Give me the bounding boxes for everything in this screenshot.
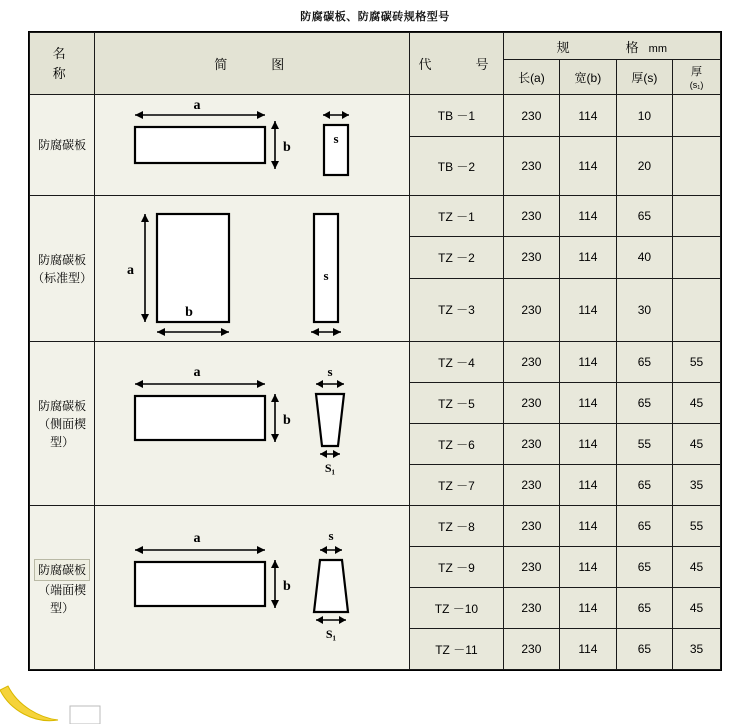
row-thickness: 30 [616, 278, 672, 341]
row-code: TB －2 [410, 137, 503, 196]
header-diagram [95, 33, 410, 95]
figure-wedge-side [95, 342, 410, 506]
row-length: 230 [503, 465, 559, 506]
row-thickness1 [673, 237, 721, 278]
row-width: 114 [560, 383, 616, 424]
row-length: 230 [503, 237, 559, 278]
row-thickness1: 55 [673, 342, 721, 383]
row-width: 114 [560, 588, 616, 629]
plate-flat-diagram [117, 95, 387, 195]
row-width: 114 [560, 629, 616, 670]
header-unit-label: mm [648, 42, 667, 55]
svg-text:b: b [283, 578, 291, 594]
header-code-label: 代 号 [418, 57, 495, 72]
figure-plate-flat [95, 95, 410, 196]
header-spec-group [503, 33, 720, 60]
row-width: 114 [560, 196, 616, 237]
row-thickness: 10 [616, 95, 672, 137]
row-code: TZ －4 [410, 342, 503, 383]
group-name-2-line2: （侧面楔型） [38, 416, 87, 449]
row-width: 114 [560, 137, 616, 196]
row-thickness1 [673, 278, 721, 341]
row-length: 230 [503, 629, 559, 670]
row-width: 114 [560, 506, 616, 547]
table-row [30, 506, 721, 547]
group-name-3-line1 [30, 559, 94, 581]
row-length: 230 [503, 547, 559, 588]
group-name-3 [30, 506, 95, 670]
spec-table [29, 32, 721, 670]
row-thickness1 [673, 196, 721, 237]
row-width: 114 [560, 424, 616, 465]
header-code [410, 33, 503, 95]
row-thickness1: 45 [673, 383, 721, 424]
svg-text:b: b [283, 140, 291, 155]
svg-text:b: b [185, 305, 194, 320]
row-thickness1: 45 [673, 547, 721, 588]
figure-plate-vertical [95, 196, 410, 342]
table-header-row-1 [30, 33, 721, 60]
row-thickness1: 35 [673, 465, 721, 506]
svg-text:S₁: S₁ [325, 460, 336, 475]
row-thickness1: 55 [673, 506, 721, 547]
svg-text:a: a [193, 530, 201, 546]
row-thickness: 65 [616, 588, 672, 629]
row-thickness: 55 [616, 424, 672, 465]
svg-text:a: a [127, 263, 135, 278]
row-code: TZ －9 [410, 547, 503, 588]
row-thickness: 65 [616, 465, 672, 506]
row-code: TZ －2 [410, 237, 503, 278]
row-length: 230 [503, 506, 559, 547]
row-thickness: 65 [616, 196, 672, 237]
group-name-3-line2: （端面楔型） [38, 582, 87, 615]
row-code: TZ －7 [410, 465, 503, 506]
row-width: 114 [560, 237, 616, 278]
figure-wedge-end [95, 506, 410, 670]
row-thickness: 40 [616, 237, 672, 278]
row-width: 114 [560, 342, 616, 383]
row-thickness1 [673, 95, 721, 137]
header-name-label: 名 称 [52, 46, 110, 81]
svg-text:S₁: S₁ [326, 626, 337, 641]
group-name-2-line1: 防腐碳板 [38, 398, 87, 413]
row-thickness1 [673, 137, 721, 196]
header-col-thickness: 厚(s) [616, 60, 672, 95]
row-thickness: 65 [616, 383, 672, 424]
plate-vertical-diagram [117, 196, 387, 341]
header-spec-label: 规 格 [556, 39, 649, 55]
decorative-banana-icon [0, 684, 120, 724]
table-row [30, 95, 721, 137]
row-width: 114 [560, 278, 616, 341]
row-thickness1: 45 [673, 588, 721, 629]
row-code: TZ －10 [410, 588, 503, 629]
svg-text:b: b [283, 412, 291, 428]
row-thickness: 65 [616, 506, 672, 547]
row-length: 230 [503, 196, 559, 237]
wedge-side-diagram [117, 354, 387, 494]
group-name-0-line1: 防腐碳板 [38, 138, 87, 152]
row-length: 230 [503, 278, 559, 341]
row-thickness: 65 [616, 547, 672, 588]
row-width: 114 [560, 95, 616, 137]
group-name-1 [30, 196, 95, 342]
group-name-2 [30, 342, 95, 506]
table-row [30, 342, 721, 383]
row-thickness1: 35 [673, 629, 721, 670]
group-name-3-highlight: 防腐碳板 [34, 559, 90, 581]
svg-text:s: s [333, 131, 339, 146]
group-name-1-line1: 防腐碳板 [38, 252, 87, 267]
row-length: 230 [503, 137, 559, 196]
group-name-0 [30, 95, 95, 196]
row-length: 230 [503, 588, 559, 629]
row-thickness: 20 [616, 137, 672, 196]
row-code: TZ －3 [410, 278, 503, 341]
row-code: TB －1 [410, 95, 503, 137]
svg-text:s: s [323, 268, 329, 283]
header-col-length: 长(a) [503, 60, 559, 95]
row-code: TZ －6 [410, 424, 503, 465]
row-code: TZ －5 [410, 383, 503, 424]
wedge-end-diagram [117, 518, 387, 658]
row-length: 230 [503, 95, 559, 137]
row-width: 114 [560, 547, 616, 588]
table-row [30, 196, 721, 237]
row-width: 114 [560, 465, 616, 506]
header-name [30, 33, 110, 95]
header-col-width: 宽(b) [560, 60, 616, 95]
svg-text:a: a [193, 98, 201, 113]
row-thickness: 65 [616, 342, 672, 383]
row-code: TZ －8 [410, 506, 503, 547]
row-length: 230 [503, 383, 559, 424]
row-length: 230 [503, 342, 559, 383]
row-code: TZ －1 [410, 196, 503, 237]
row-length: 230 [503, 424, 559, 465]
svg-text:s: s [327, 363, 333, 379]
page-title: 防腐碳板、防腐碳砖规格型号 [300, 11, 450, 23]
row-code: TZ －11 [410, 629, 503, 670]
row-thickness1: 45 [673, 424, 721, 465]
svg-text:s: s [328, 527, 334, 543]
spec-table-wrapper [28, 31, 722, 671]
row-thickness: 65 [616, 629, 672, 670]
svg-text:a: a [193, 364, 201, 380]
group-name-1-line2: （标准型） [32, 270, 93, 285]
header-col-thickness1: 厚 (s₁) [673, 60, 721, 95]
header-diagram-label: 简 图 [214, 57, 291, 72]
